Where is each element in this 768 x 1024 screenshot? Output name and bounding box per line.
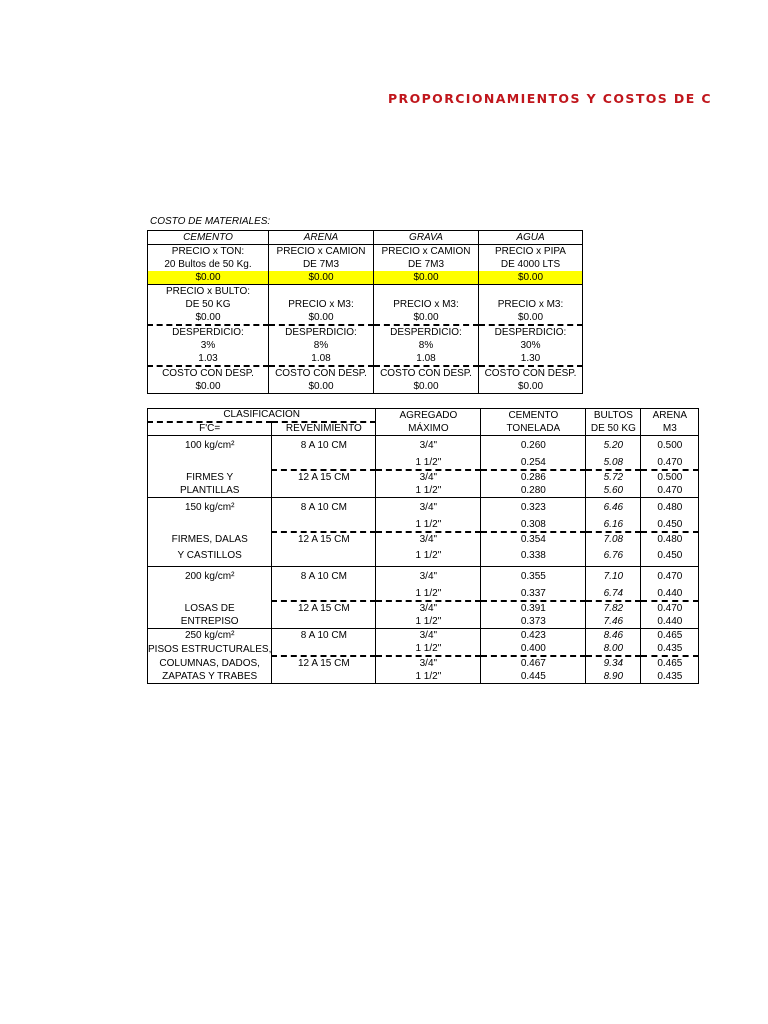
unit-sublabel: DE 50 KG — [148, 298, 269, 311]
cemento-subheader: TONELADA — [481, 422, 586, 436]
revenimiento-cell: 8 A 10 CM — [272, 629, 376, 643]
use-cell: FIRMES Y — [148, 470, 272, 484]
desperdicio-factor: 1.03 — [148, 352, 269, 366]
revenimiento-cell — [272, 546, 376, 567]
cemento-header: CEMENTO — [481, 409, 586, 423]
arena-cell: 0.465 — [641, 629, 699, 643]
arena-cell: 0.440 — [641, 587, 699, 601]
unit-value: $0.00 — [269, 311, 374, 325]
bultos-cell: 7.10 — [586, 567, 641, 588]
agregado-cell: 3/4" — [376, 656, 481, 670]
strength-cell: 200 kg/cm² — [148, 567, 272, 588]
strength-cell: 100 kg/cm² — [148, 436, 272, 457]
costos-row-desp_label — [148, 325, 583, 339]
arena-cell: 0.450 — [641, 546, 699, 567]
cemento-cell: 0.373 — [481, 615, 586, 629]
costos-row-precio_val — [148, 271, 583, 285]
agregado-cell: 3/4" — [376, 629, 481, 643]
cemento-cell: 0.254 — [481, 456, 586, 470]
desperdicio-label: DESPERDICIO: — [148, 325, 269, 339]
table-row — [148, 470, 699, 484]
desperdicio-pct: 30% — [479, 339, 583, 352]
desperdicio-factor: 1.30 — [479, 352, 583, 366]
costos-label: COSTO DE MATERIALES: — [150, 216, 271, 227]
arena-header: ARENA — [641, 409, 699, 423]
agregado-cell: 3/4" — [376, 601, 481, 615]
cemento-cell: 0.400 — [481, 642, 586, 656]
desperdicio-pct: 3% — [148, 339, 269, 352]
costo-desp-value: $0.00 — [148, 380, 269, 394]
agregado-cell: 1 1/2" — [376, 484, 481, 498]
arena-cell: 0.435 — [641, 670, 699, 684]
table-row — [148, 546, 699, 567]
table-row — [148, 498, 699, 519]
unit-value: $0.00 — [479, 311, 583, 325]
cemento-cell: 0.355 — [481, 567, 586, 588]
precio-value: $0.00 — [479, 271, 583, 285]
arena-cell: 0.450 — [641, 518, 699, 532]
table-row — [148, 670, 699, 684]
costo-desp-value: $0.00 — [269, 380, 374, 394]
costos-row-unit_val — [148, 311, 583, 325]
revenimiento-cell: 12 A 15 CM — [272, 601, 376, 615]
arena-cell: 0.480 — [641, 498, 699, 519]
agregado-cell: 1 1/2" — [376, 642, 481, 656]
precio-value: $0.00 — [374, 271, 479, 285]
unit-label: PRECIO x BULTO: — [148, 285, 269, 299]
table-row — [148, 656, 699, 670]
precio-sublabel: DE 7M3 — [374, 258, 479, 271]
revenimiento-cell — [272, 518, 376, 532]
bultos-cell: 8.90 — [586, 670, 641, 684]
revenimiento-cell — [272, 587, 376, 601]
cemento-cell: 0.323 — [481, 498, 586, 519]
arena-subheader: M3 — [641, 422, 699, 436]
cemento-cell: 0.280 — [481, 484, 586, 498]
bultos-cell: 7.08 — [586, 532, 641, 546]
page-title: PROPORCIONAMIENTOS Y COSTOS DE C — [388, 91, 712, 106]
table-row — [148, 532, 699, 546]
cemento-cell: 0.391 — [481, 601, 586, 615]
arena-cell: 0.440 — [641, 615, 699, 629]
costos-row-costo_val — [148, 380, 583, 394]
agregado-cell: 1 1/2" — [376, 587, 481, 601]
use-cell: COLUMNAS, DADOS, — [148, 656, 272, 670]
bultos-cell: 5.08 — [586, 456, 641, 470]
use-cell: ENTREPISO — [148, 615, 272, 629]
costos-table — [147, 230, 583, 394]
unit-value: $0.00 — [148, 311, 269, 325]
unit-label — [479, 285, 583, 299]
bultos-header: BULTOS — [586, 409, 641, 423]
costo-desp-value: $0.00 — [479, 380, 583, 394]
cemento-cell: 0.423 — [481, 629, 586, 643]
desperdicio-pct: 8% — [269, 339, 374, 352]
revenimiento-cell: 8 A 10 CM — [272, 567, 376, 588]
revenimiento-cell — [272, 670, 376, 684]
prop-header-row-1 — [148, 409, 699, 423]
costos-row-unit_l2 — [148, 298, 583, 311]
bultos-cell: 5.60 — [586, 484, 641, 498]
strength-cell: 150 kg/cm² — [148, 498, 272, 519]
agregado-cell: 1 1/2" — [376, 615, 481, 629]
desperdicio-pct: 8% — [374, 339, 479, 352]
table-row — [148, 642, 699, 656]
use-cell: PLANTILLAS — [148, 484, 272, 498]
unit-sublabel: PRECIO x M3: — [374, 298, 479, 311]
agregado-cell: 3/4" — [376, 498, 481, 519]
costo-desp-label: COSTO CON DESP. — [479, 366, 583, 380]
bultos-cell: 6.46 — [586, 498, 641, 519]
material-header: AGUA — [479, 231, 583, 245]
arena-cell: 0.470 — [641, 601, 699, 615]
table-row — [148, 484, 699, 498]
bultos-cell: 5.72 — [586, 470, 641, 484]
unit-value: $0.00 — [374, 311, 479, 325]
agregado-cell: 1 1/2" — [376, 670, 481, 684]
costos-row-precio_l1 — [148, 245, 583, 259]
revenimiento-cell — [272, 615, 376, 629]
precio-value: $0.00 — [269, 271, 374, 285]
revenimiento-cell: 8 A 10 CM — [272, 436, 376, 457]
strength-cell: 250 kg/cm² — [148, 629, 272, 643]
desperdicio-factor: 1.08 — [374, 352, 479, 366]
arena-cell: 0.500 — [641, 436, 699, 457]
table-row — [148, 601, 699, 615]
unit-sublabel: PRECIO x M3: — [269, 298, 374, 311]
agregado-cell: 3/4" — [376, 470, 481, 484]
material-header: ARENA — [269, 231, 374, 245]
agregado-cell: 1 1/2" — [376, 518, 481, 532]
precio-label: PRECIO x TON: — [148, 245, 269, 259]
arena-cell: 0.465 — [641, 656, 699, 670]
use-cell — [148, 518, 272, 532]
table-row — [148, 629, 699, 643]
fc-header: F'C= — [148, 422, 272, 436]
precio-label: PRECIO x PIPA — [479, 245, 583, 259]
precio-sublabel: 20 Bultos de 50 Kg. — [148, 258, 269, 271]
table-row — [148, 456, 699, 470]
bultos-cell: 8.46 — [586, 629, 641, 643]
costo-desp-label: COSTO CON DESP. — [148, 366, 269, 380]
revenimiento-cell: 12 A 15 CM — [272, 532, 376, 546]
revenimiento-cell — [272, 484, 376, 498]
table-row — [148, 615, 699, 629]
costos-row-unit_l1 — [148, 285, 583, 299]
agregado-header: AGREGADO — [376, 409, 481, 423]
prop-header-row-2 — [148, 422, 699, 436]
revenimiento-cell — [272, 456, 376, 470]
use-cell — [148, 587, 272, 601]
revenimiento-header: REVENIMIENTO — [272, 422, 376, 436]
revenimiento-cell: 12 A 15 CM — [272, 470, 376, 484]
costo-desp-value: $0.00 — [374, 380, 479, 394]
cemento-cell: 0.308 — [481, 518, 586, 532]
table-row — [148, 587, 699, 601]
revenimiento-cell: 12 A 15 CM — [272, 656, 376, 670]
use-cell: FIRMES, DALAS — [148, 532, 272, 546]
use-cell: PISOS ESTRUCTURALES, — [148, 643, 272, 655]
costos-row-desp_pct — [148, 339, 583, 352]
desperdicio-label: DESPERDICIO: — [479, 325, 583, 339]
cemento-cell: 0.445 — [481, 670, 586, 684]
arena-cell: 0.470 — [641, 567, 699, 588]
proporcionamientos-table — [147, 408, 699, 684]
agregado-cell: 3/4" — [376, 436, 481, 457]
table-row — [148, 436, 699, 457]
bultos-cell: 9.34 — [586, 656, 641, 670]
arena-cell: 0.435 — [641, 642, 699, 656]
cemento-cell: 0.286 — [481, 470, 586, 484]
costos-row-costo_label — [148, 366, 583, 380]
bultos-cell: 8.00 — [586, 642, 641, 656]
unit-label — [374, 285, 479, 299]
precio-sublabel: DE 7M3 — [269, 258, 374, 271]
clasificacion-header: CLASIFICACION — [148, 409, 376, 423]
cemento-cell: 0.338 — [481, 546, 586, 567]
arena-cell: 0.470 — [641, 484, 699, 498]
table-row — [148, 518, 699, 532]
desperdicio-factor: 1.08 — [269, 352, 374, 366]
agregado-cell: 1 1/2" — [376, 546, 481, 567]
bultos-cell: 7.82 — [586, 601, 641, 615]
agregado-subheader: MÁXIMO — [376, 422, 481, 436]
arena-cell: 0.480 — [641, 532, 699, 546]
agregado-cell: 3/4" — [376, 567, 481, 588]
costo-desp-label: COSTO CON DESP. — [269, 366, 374, 380]
material-header: GRAVA — [374, 231, 479, 245]
unit-label — [269, 285, 374, 299]
bultos-cell: 5.20 — [586, 436, 641, 457]
agregado-cell: 1 1/2" — [376, 456, 481, 470]
bultos-cell: 6.16 — [586, 518, 641, 532]
agregado-cell: 3/4" — [376, 532, 481, 546]
costos-row-precio_l2 — [148, 258, 583, 271]
use-cell: Y CASTILLOS — [148, 546, 272, 567]
cemento-cell: 0.354 — [481, 532, 586, 546]
bultos-subheader: DE 50 KG — [586, 422, 641, 436]
desperdicio-label: DESPERDICIO: — [269, 325, 374, 339]
arena-cell: 0.470 — [641, 456, 699, 470]
bultos-cell: 7.46 — [586, 615, 641, 629]
cemento-cell: 0.467 — [481, 656, 586, 670]
costos-row-desp_factor — [148, 352, 583, 366]
material-header: CEMENTO — [148, 231, 269, 245]
table-row — [148, 567, 699, 588]
revenimiento-cell — [272, 642, 376, 656]
cemento-cell: 0.260 — [481, 436, 586, 457]
use-cell — [148, 456, 272, 470]
bultos-cell: 6.76 — [586, 546, 641, 567]
use-cell: LOSAS DE — [148, 601, 272, 615]
costo-desp-label: COSTO CON DESP. — [374, 366, 479, 380]
use-cell: ZAPATAS Y TRABES — [148, 670, 272, 684]
cemento-cell: 0.337 — [481, 587, 586, 601]
arena-cell: 0.500 — [641, 470, 699, 484]
precio-sublabel: DE 4000 LTS — [479, 258, 583, 271]
precio-label: PRECIO x CAMION — [374, 245, 479, 259]
revenimiento-cell: 8 A 10 CM — [272, 498, 376, 519]
costos-row-headers — [148, 231, 583, 245]
desperdicio-label: DESPERDICIO: — [374, 325, 479, 339]
precio-label: PRECIO x CAMION — [269, 245, 374, 259]
precio-value: $0.00 — [148, 271, 269, 285]
unit-sublabel: PRECIO x M3: — [479, 298, 583, 311]
bultos-cell: 6.74 — [586, 587, 641, 601]
